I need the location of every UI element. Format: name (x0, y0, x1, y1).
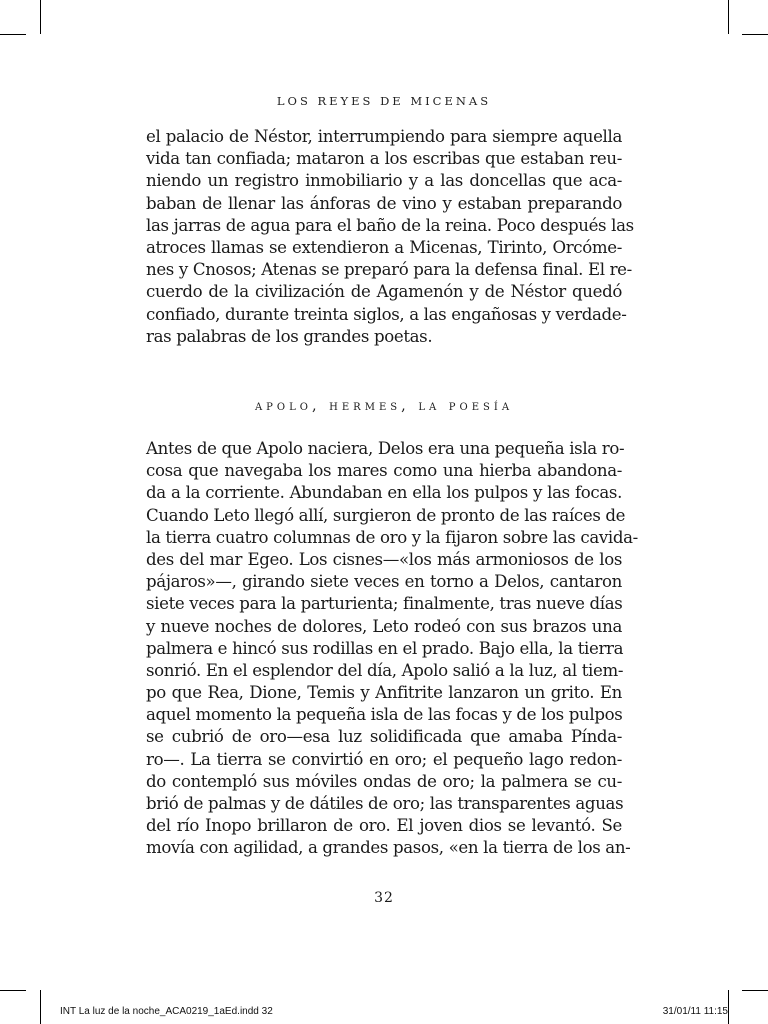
text-line: siete veces para la parturienta; finalmente, tras nueve días (146, 594, 623, 614)
text-line: brió de palmas y de dátiles de oro; las transparentes aguas (146, 794, 624, 813)
crop-mark (742, 34, 768, 35)
text-line: vida tan confiada; mataron a los escribas que estaban reu- (146, 149, 622, 169)
page-number: 32 (374, 890, 394, 906)
text-line: da a la corriente. Abundaban en ella los pulpos y las focas. (146, 483, 622, 503)
text-line: po que Rea, Dione, Temis y Anfitrite lanzaron un grito. En (146, 683, 622, 703)
text-line: las jarras de agua para el baño de la reina. Poco después las (146, 215, 634, 235)
text-line: la tierra cuatro columnas de oro y la fijaron sobre las cavida- (146, 527, 638, 547)
slug-file-info: INT La luz de la noche_ACA0219_1aEd.indd 32 (60, 1006, 273, 1017)
text-line: el palacio de Néstor, interrumpiendo para siempre aquella (146, 127, 622, 146)
crop-mark (728, 990, 729, 1024)
text-line: cuerdo de la civilización de Agamenón y de Néstor quedó (146, 282, 622, 302)
text-line: nes y Cnosos; Atenas se preparó para la defensa final. El re- (146, 260, 632, 280)
text-line: atroces llamas se extendieron a Micenas, Tirinto, Orcóme- (146, 237, 622, 257)
crop-mark (728, 0, 729, 34)
crop-mark (0, 990, 26, 991)
text-line: niendo un registro inmobiliario y a las doncellas que aca- (146, 171, 622, 191)
paragraph-2 (146, 438, 638, 860)
running-head: LOS REYES DE MICENAS (276, 94, 492, 108)
text-line: aquel momento la pequeña isla de las focas y de los pulpos (146, 705, 623, 725)
paragraph-1 (146, 126, 634, 348)
crop-mark (0, 34, 26, 35)
crop-mark (40, 990, 41, 1024)
text-line: se cubrió de oro—esa luz solidificada que amaba Pínda- (146, 727, 622, 747)
text-line: pájaros»—, girando siete veces en torno a Delos, cantaron (146, 572, 622, 592)
text-line: del río Inopo brillaron de oro. El joven dios se levantó. Se (146, 816, 622, 836)
crop-mark (742, 990, 768, 991)
text-line: ras palabras de los grandes poetas. (146, 326, 433, 346)
text-line: cosa que navegaba los mares como una hierba abandona- (146, 461, 622, 481)
text-line: Cuando Leto llegó allí, surgieron de pronto de las raíces de (146, 505, 626, 525)
text-line: palmera e hincó sus rodillas en el prado. Bajo ella, la tierra (146, 638, 624, 658)
text-line: sonrió. En el esplendor del día, Apolo salió a la luz, al tiem- (146, 660, 624, 680)
text-line: confiado, durante treinta siglos, a las engañosas y verdade- (146, 304, 627, 324)
section-title: apolo, hermes, la poesía (254, 398, 514, 414)
text-line: baban de llenar las ánforas de vino y estaban preparando (146, 193, 622, 213)
text-line: ro—. La tierra se convirtió en oro; el pequeño lago redon- (146, 749, 622, 769)
crop-mark (40, 0, 41, 34)
slug-date-time: 31/01/11 11:15 (662, 1006, 728, 1017)
text-line: des del mar Egeo. Los cisnes—«los más armoniosos de los (146, 549, 622, 569)
text-line: y nueve noches de dolores, Leto rodeó con sus brazos una (146, 616, 622, 636)
text-line: Antes de que Apolo naciera, Delos era una pequeña isla ro- (146, 439, 625, 458)
text-line: do contempló sus móviles ondas de oro; la palmera se cu- (146, 771, 622, 791)
text-line: movía con agilidad, a grandes pasos, «en la tierra de los an- (146, 838, 631, 858)
